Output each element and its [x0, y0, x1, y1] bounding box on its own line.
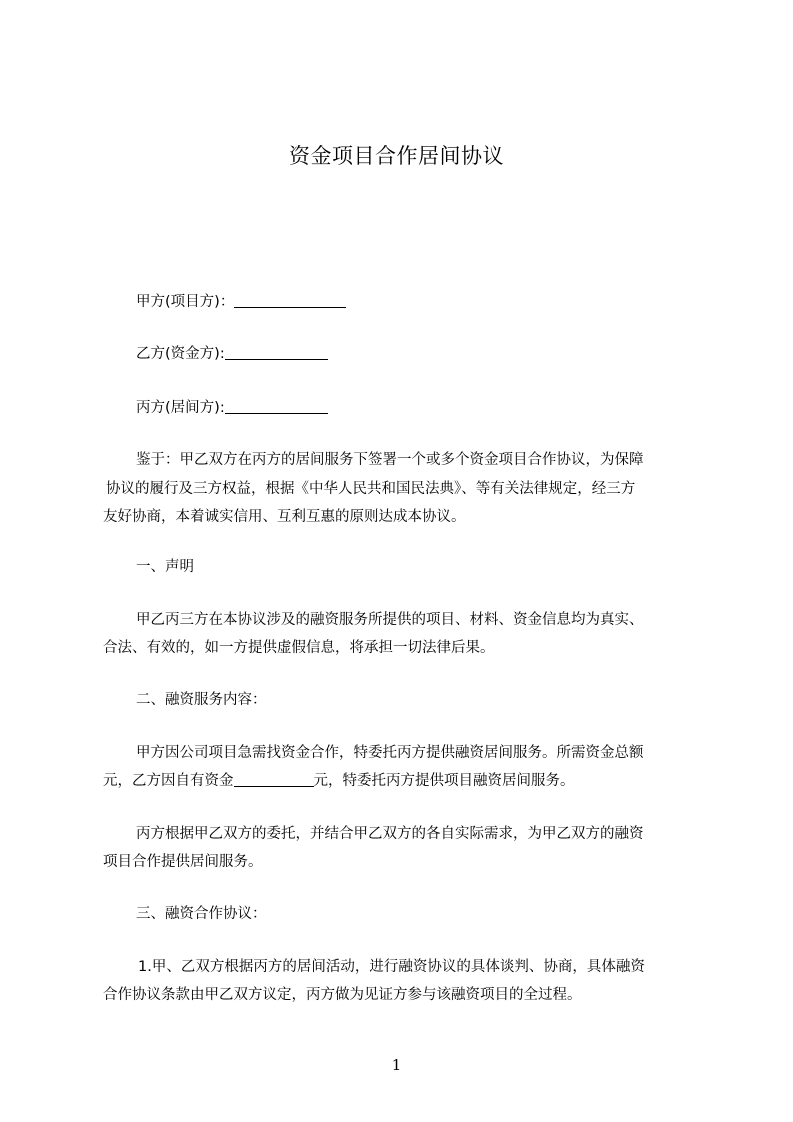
party-b-line: [136, 344, 328, 364]
section-2-text-b: 元，特委托丙方提供项目融资居间服务。: [313, 773, 575, 789]
section-2-text-a: 元，乙方因自有资金: [103, 773, 234, 789]
section-2-para-1-line-2: [103, 771, 575, 791]
party-c-line: [136, 398, 328, 418]
section-3-heading: 三、融资合作协议：: [136, 906, 267, 922]
preamble-line-2: 协议的履行及三方权益，根据《中华人民共和国民法典》、等有关法律规定，经三方: [106, 481, 636, 497]
party-a-label: 甲方(项目方)：: [136, 294, 235, 310]
section-2-para-2-line-2: 项目合作提供居间服务。: [103, 854, 263, 870]
section-1-para-line-2: 合法、有效的，如一方提供虚假信息，将承担一切法律后果。: [103, 640, 495, 656]
party-a-blank: [234, 293, 346, 308]
own-funds-blank: [234, 772, 314, 787]
party-b-label: 乙方(资金方):: [136, 346, 225, 362]
section-1-para-line-1: 甲乙丙三方在本协议涉及的融资服务所提供的项目、材料、资金信息均为真实、: [136, 612, 644, 628]
page-number: 1: [391, 1056, 402, 1074]
document-title: 资金项目合作居间协议: [289, 144, 504, 168]
party-c-label: 丙方(居间方):: [136, 400, 225, 416]
preamble-line-3: 友好协商，本着诚实信用、互利互惠的原则达成本协议。: [103, 509, 466, 525]
section-1-heading: 一、声明: [136, 559, 194, 575]
party-a-line: [136, 292, 346, 312]
party-c-blank: [225, 399, 328, 414]
section-3-item-1-line-1: 1.甲、乙双方根据丙方的居间活动，进行融资协议的具体谈判、协商，具体融资: [138, 959, 645, 975]
section-2-para-1-line-1: 甲方因公司项目急需找资金合作，特委托丙方提供融资居间服务。所需资金总额: [136, 745, 644, 761]
party-b-blank: [225, 345, 328, 360]
preamble-line-1: 鉴于：甲乙双方在丙方的居间服务下签署一个或多个资金项目合作协议，为保障: [136, 452, 644, 468]
section-2-para-2-line-1: 丙方根据甲乙双方的委托，并结合甲乙双方的各自实际需求，为甲乙双方的融资: [136, 826, 644, 842]
section-3-item-1-line-2: 合作协议条款由甲乙双方议定，丙方做为见证方参与该融资项目的全过程。: [103, 987, 582, 1003]
section-2-heading: 二、融资服务内容：: [136, 692, 267, 708]
